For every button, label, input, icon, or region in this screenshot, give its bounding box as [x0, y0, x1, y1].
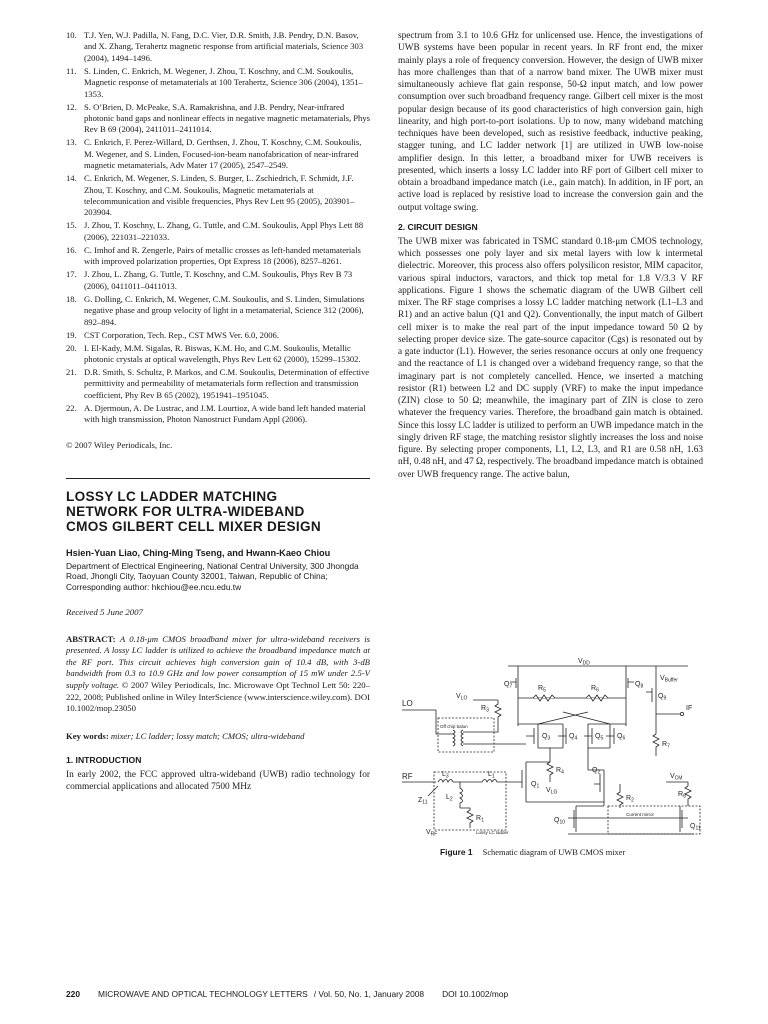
abstract-label: ABSTRACT: [66, 633, 116, 644]
reference-item [66, 30, 370, 64]
q3-label: $Q_3$ [542, 733, 551, 742]
reference-number: 22. [66, 402, 77, 413]
zin-arrow [428, 786, 438, 796]
reference-item [66, 367, 370, 401]
reference-number: 15. [66, 220, 77, 231]
reference-item [66, 137, 370, 171]
q1-transistor [516, 762, 526, 802]
r6-resistor [586, 695, 608, 701]
q6-transistor [606, 724, 614, 748]
reference-number: 19. [66, 329, 77, 340]
received-date: Received 5 June 2007 [66, 606, 143, 617]
reference-item [66, 330, 370, 341]
l3-inductor [438, 780, 453, 783]
reference-text: C. Imhof and R. Zengerle, Pairs of metallic crosses as left-handed metamaterials with improved polarization properties, Opt Express 18 (2006), 8257–8261. [84, 244, 361, 267]
r4-resistor [547, 762, 553, 782]
l1-inductor [453, 780, 516, 783]
reference-number: 18. [66, 293, 77, 304]
reference-number: 21. [66, 366, 77, 377]
article-title [66, 489, 370, 535]
reference-item [66, 173, 370, 219]
page-footer [66, 989, 706, 999]
r2-label: $R_2$ [626, 795, 634, 804]
left-column [66, 30, 370, 793]
reference-number: 14. [66, 173, 77, 184]
q1-label: $Q_1$ [531, 781, 540, 790]
vcm-wire [666, 782, 688, 786]
reference-text: J. Zhou, T. Koschny, L. Zhang, G. Tuttle, and C.M. Soukoulis, Appl Phys Lett 88 (2006), 221031–221033. [84, 220, 364, 242]
keywords [66, 731, 370, 741]
quad-crossing-wires [518, 712, 626, 724]
figure-caption [440, 847, 625, 857]
r5-label: $R_5$ [538, 685, 546, 694]
vbuffer-label: $V_{Buffer}$ [660, 675, 678, 684]
reference-number: 13. [66, 137, 77, 148]
reference-item [66, 269, 370, 292]
q9-label: $Q_9$ [658, 693, 667, 702]
off-chip-balun-label: Off chip balun [440, 724, 468, 729]
r7-label: $R_7$ [662, 741, 670, 750]
reference-number: 16. [66, 244, 77, 255]
reference-item [66, 403, 370, 426]
reference-text: S. O’Brien, D. McPeake, S.A. Ramakrishna, and J.B. Pendry, Near-infrared photonic band gaps and nonlinear effects in negative magnetic metamaterials, Phys Rev B 69 (2004), 2411011–2411014. [84, 101, 370, 135]
vcm-label: $V_{CM}$ [670, 773, 683, 782]
reference-list [66, 30, 370, 426]
reference-text: D.R. Smith, S. Schultz, P. Markos, and C.M. Soukoulis, Determination of effective permittivity and permeability of metamaterials form reflection and transmission coefficient, Phy Rev B 65 (2002), 1951941–1951045. [84, 366, 370, 400]
q3-transistor [526, 724, 538, 748]
figure-caption-label: Figure 1 [440, 847, 473, 857]
rf-label: RF [402, 772, 413, 781]
if-port [680, 712, 683, 715]
q8-label: $Q_8$ [635, 681, 644, 690]
l2-inductor [460, 782, 463, 808]
r3-resistor [495, 700, 501, 722]
l1-label: $L_1$ [488, 771, 495, 780]
reference-text: A. Djermoun, A. De Lustrac, and J.M. Lourtioz, A wide band left handed material with high transmission, Photon Nanostruct Fundam Appl (2006). [84, 402, 366, 425]
current-mirror-box [608, 806, 700, 834]
title-line: CMOS GILBERT CELL MIXER DESIGN [66, 519, 321, 535]
r1-label: $R_1$ [476, 815, 484, 824]
r3-label: $R_3$ [481, 705, 489, 714]
r6-label: $R_6$ [591, 685, 599, 694]
current-mirror-label: Current mirror [626, 812, 655, 817]
q6-label: $Q_6$ [617, 733, 626, 742]
reference-number: 17. [66, 269, 77, 280]
balun-secondary-coil [461, 730, 463, 746]
introduction-paragraph-continued: spectrum from 3.1 to 10.6 GHz for unlicensed use. Hence, the investigations of UWB systems have been popular in recent years. In RF front end, the mixer mainly plays a role of frequency conversion. However, the design of UWB mixer has more challenges than that of a narrow band mixer. The UWB mixer must simultaneously achieve flat gain response, 50-Ω input match, and low power consumption over such broadband frequency range. Gilbert cell mixer is the most popular design because of its good characteristics of high conversion gain, high linearity, and high port-to-port isolations. Up to now, many wideband matching techniques have been developed, such as resistive feedback, inductive peaking, stagger tuning, and LC ladder network [1] are utilized in UWB low-noise amplifier design. In this letter, a broadband mixer for UWB receivers is presented, which inserts a lossy LC ladder into RF port of Gilbert cell mixer to obtain a broadband impedance match (i.e., gain match). In addition, in IF port, an active load is replaced by resistive load to increase the conversion gain and the output voltage swing. [398, 31, 703, 213]
section-heading-circuit-design: 2. CIRCUIT DESIGN [398, 221, 478, 232]
q9-transistor [646, 686, 656, 734]
q7-label: $Q_7$ [504, 681, 513, 690]
title-line: NETWORK FOR ULTRA-WIDEBAND [66, 503, 305, 519]
q7-transistor [510, 666, 518, 698]
reference-item [66, 294, 370, 328]
vdd-label: $V_{DD}$ [578, 658, 590, 667]
journal-name: MICROWAVE AND OPTICAL TECHNOLOGY LETTERS [97, 989, 308, 999]
reference-number: 20. [66, 342, 77, 353]
abstract-text: A 0.18-μm CMOS broadband mixer for ultra-wideband receivers is presented. A lossy LC ladder is utilized to achieve the broadband impedance match at the RF port. This circuit achieves high conversion gain of 10.4 dB, with 3-dB bandwidth from 0.3 to 10.9 GHz and low power consumption of 15 mW under 2.5-V supply voltage. [66, 633, 371, 690]
reference-number: 11. [66, 65, 77, 76]
reference-item [66, 102, 370, 136]
reference-text: S. Linden, C. Enkrich, M. Wegener, J. Zhou, T. Koschny, and C.M. Soukoulis, Magnetic response of metamaterials at 100 Terahertz, Science 306 (2004), 1351–1353. [84, 65, 363, 99]
abstract [66, 634, 370, 715]
q10-transistor [568, 806, 576, 832]
keywords-text: mixer; LC ladder; lossy match; CMOS; ultra-wideband [110, 730, 305, 741]
q11-transistor [574, 806, 688, 832]
q4-transistor [558, 724, 566, 748]
section-heading-introduction: 1. INTRODUCTION [66, 754, 142, 765]
lossy-ladder-box [434, 772, 506, 830]
reference-text: J. Zhou, L. Zhang, G. Tuttle, T. Koschny, and C.M. Soukoulis, Phys Rev B 73 (2006), 0411011–0411013. [84, 269, 353, 291]
reference-item [66, 245, 370, 268]
right-column [398, 30, 703, 481]
q11-label: $Q_{11}$ [690, 823, 701, 832]
r2-resistor [617, 784, 623, 808]
if-label: IF [686, 705, 693, 712]
lossy-ladder-label: Lossy LC ladder [476, 830, 509, 835]
mixer-schematic-figure [398, 656, 703, 838]
r1-resistor [460, 808, 473, 828]
reference-text: C. Enkrich, F. Perez-Willard, D. Gerthsen, J. Zhou, T. Koschny, C.M. Soukoulis, M. Wegener, and S. Linden, Focused-ion-beam nanofabrication of near-infrared magnetic metamaterials, Adv Mater 17 (2005), 2547–2549. [84, 137, 362, 171]
affiliation: Department of Electrical Engineering, National Central University, 300 Jhongda Road, Jhongli City, Taoyuan County 32001, Taiwan, Republic of China; Corresponding author: hkchiou@ee.ncu.edu.tw [66, 560, 359, 592]
figure-caption-text: Schematic diagram of UWB CMOS mixer [482, 848, 626, 857]
reference-number: 10. [66, 30, 77, 40]
q4-label: $Q_4$ [569, 733, 578, 742]
q5-label: $Q_5$ [595, 733, 604, 742]
r4-label: $R_4$ [556, 767, 564, 776]
reference-text: C. Enkrich, M. Wegener, S. Linden, S. Burger, L. Zschiedrich, F. Schmidt, J.F. Zhou, T. Koschny, and C.M. Soukoulis, Magnetic metamaterials at telecommunication and visible frequencies, Phys Rev Lett 95 (2005), 203901–203904. [84, 173, 355, 218]
author-list: Hsien-Yuan Liao, Ching-Ming Tseng, and Hwann-Kaeo Chiou [66, 547, 331, 558]
l2-label: $L_2$ [446, 794, 453, 803]
reference-item [66, 343, 370, 366]
vlg-label: $V_{LG}$ [546, 787, 558, 796]
q2-label: $Q_2$ [592, 767, 601, 776]
r8-resistor [685, 786, 691, 806]
journal-doi: DOI 10.1002/mop [442, 989, 509, 999]
abstract-citation: © 2007 Wiley Periodicals, Inc. Microwave Opt Technol Lett 50: 220–222, 2008; Published online in Wiley InterScience (www.interscience.wiley.com). DOI 10.1002/mop.23050 [66, 679, 370, 714]
article-divider [66, 478, 370, 479]
r5-resistor [533, 695, 555, 701]
output-wires [518, 698, 626, 726]
balun-primary-coil [453, 730, 455, 746]
introduction-paragraph: In early 2002, the FCC approved ultra-wideband (UWB) radio technology for commercial applications and allocated 7500 MHz [66, 769, 370, 792]
reference-text: I. El-Kady, M.M. Sigalas, R. Biswas, K.M. Ho, and C.M. Soukoulis, Metallic photonic crystals at optical wavelength, Phys Rev Lett 62 (2000), 15299–15302. [84, 342, 361, 364]
q5-transistor [584, 724, 592, 748]
circuit-design-paragraph: The UWB mixer was fabricated in TSMC standard 0.18-μm CMOS technology, which possesses one poly layer and six metal layers with low k intermetal dielectric. Moreover, this process also offers polysilicon resistor, MIM capacitor, various spiral inductors, varactors, and thick top metal for 1.8 V/3.3 V RF applications. Figure 1 shows the schematic diagram of the UWB Gilbert cell mixer. The RF stage comprises a lossy LC ladder matching network (L1–L3 and R1) and an active balun (Q1 and Q2). Conventionally, the input match of Gilbert cell mixer is to make the real part of the input impedance toward 50 Ω by selecting proper device size. The gate-source capacitor (Cgs) is resonated out by a gate inductor (L1). However, the series resonance occurs at only one frequency and the reactance of L1 is changed over a wideband frequency range, so that the imaginary part is not completely cancelled. Hence, we inserted a matching resistor (R1) between L2 and DC supply (VRF) to make the input impedance (ZIN) close to 50 Ω; meanwhile, the imaginary part of ZIN is close to zero whatever the frequency varies. Therefore, the broadband gain match is obtained. Since this lossy LC ladder is utilized to perform an UWB impedance match in the singly driven RF stage, the matching resistor slightly increases the loss and noise figure. By selecting proper components, L1, L2, L3, and R1 are 0.58 nH, 1.63 nH, 0.48 nH, and 47 Ω, respectively. The broadband impedance match is obtained over UWB frequency range. The active balun, [398, 236, 703, 480]
zin-label: $Z_{11}$ [418, 797, 428, 806]
l3-label: $L_3$ [442, 771, 449, 780]
lo-label: LO [402, 699, 413, 708]
reference-item [66, 66, 370, 100]
title-line: LOSSY LC LADDER MATCHING [66, 488, 278, 504]
q8-transistor [626, 666, 634, 698]
r7-resistor [653, 734, 659, 756]
reference-item [66, 220, 370, 243]
r8-label: $R_8$ [678, 791, 686, 800]
reference-text: G. Dolling, C. Enkrich, M. Wegener, C.M. Soukoulis, and S. Linden, Simulations negative phase and group velocity of light in a metamaterial, Science 312 (2006), 892–894. [84, 293, 365, 327]
vrf-label: $V_{RF}$ [426, 829, 438, 838]
page-number: 220 [66, 989, 80, 999]
journal-issue: / Vol. 50, No. 1, January 2008 [313, 989, 425, 999]
copyright-notice: © 2007 Wiley Periodicals, Inc. [66, 439, 173, 450]
q10-label: $Q_{10}$ [554, 817, 566, 826]
vlo-label: $V_{LO}$ [456, 693, 468, 702]
reference-text: CST Corporation, Tech. Rep., CST MWS Ver. 6.0, 2006. [84, 329, 279, 340]
reference-number: 12. [66, 101, 77, 112]
keywords-label: Key words: [66, 730, 109, 741]
reference-text: T.J. Yen, W.J. Padilla, N. Fang, D.C. Vier, D.R. Smith, J.B. Pendry, D.N. Basov, and X. Zhang, Terahertz magnetic response from artificial materials, Science 303 (2004), 1494–1496. [84, 30, 364, 63]
